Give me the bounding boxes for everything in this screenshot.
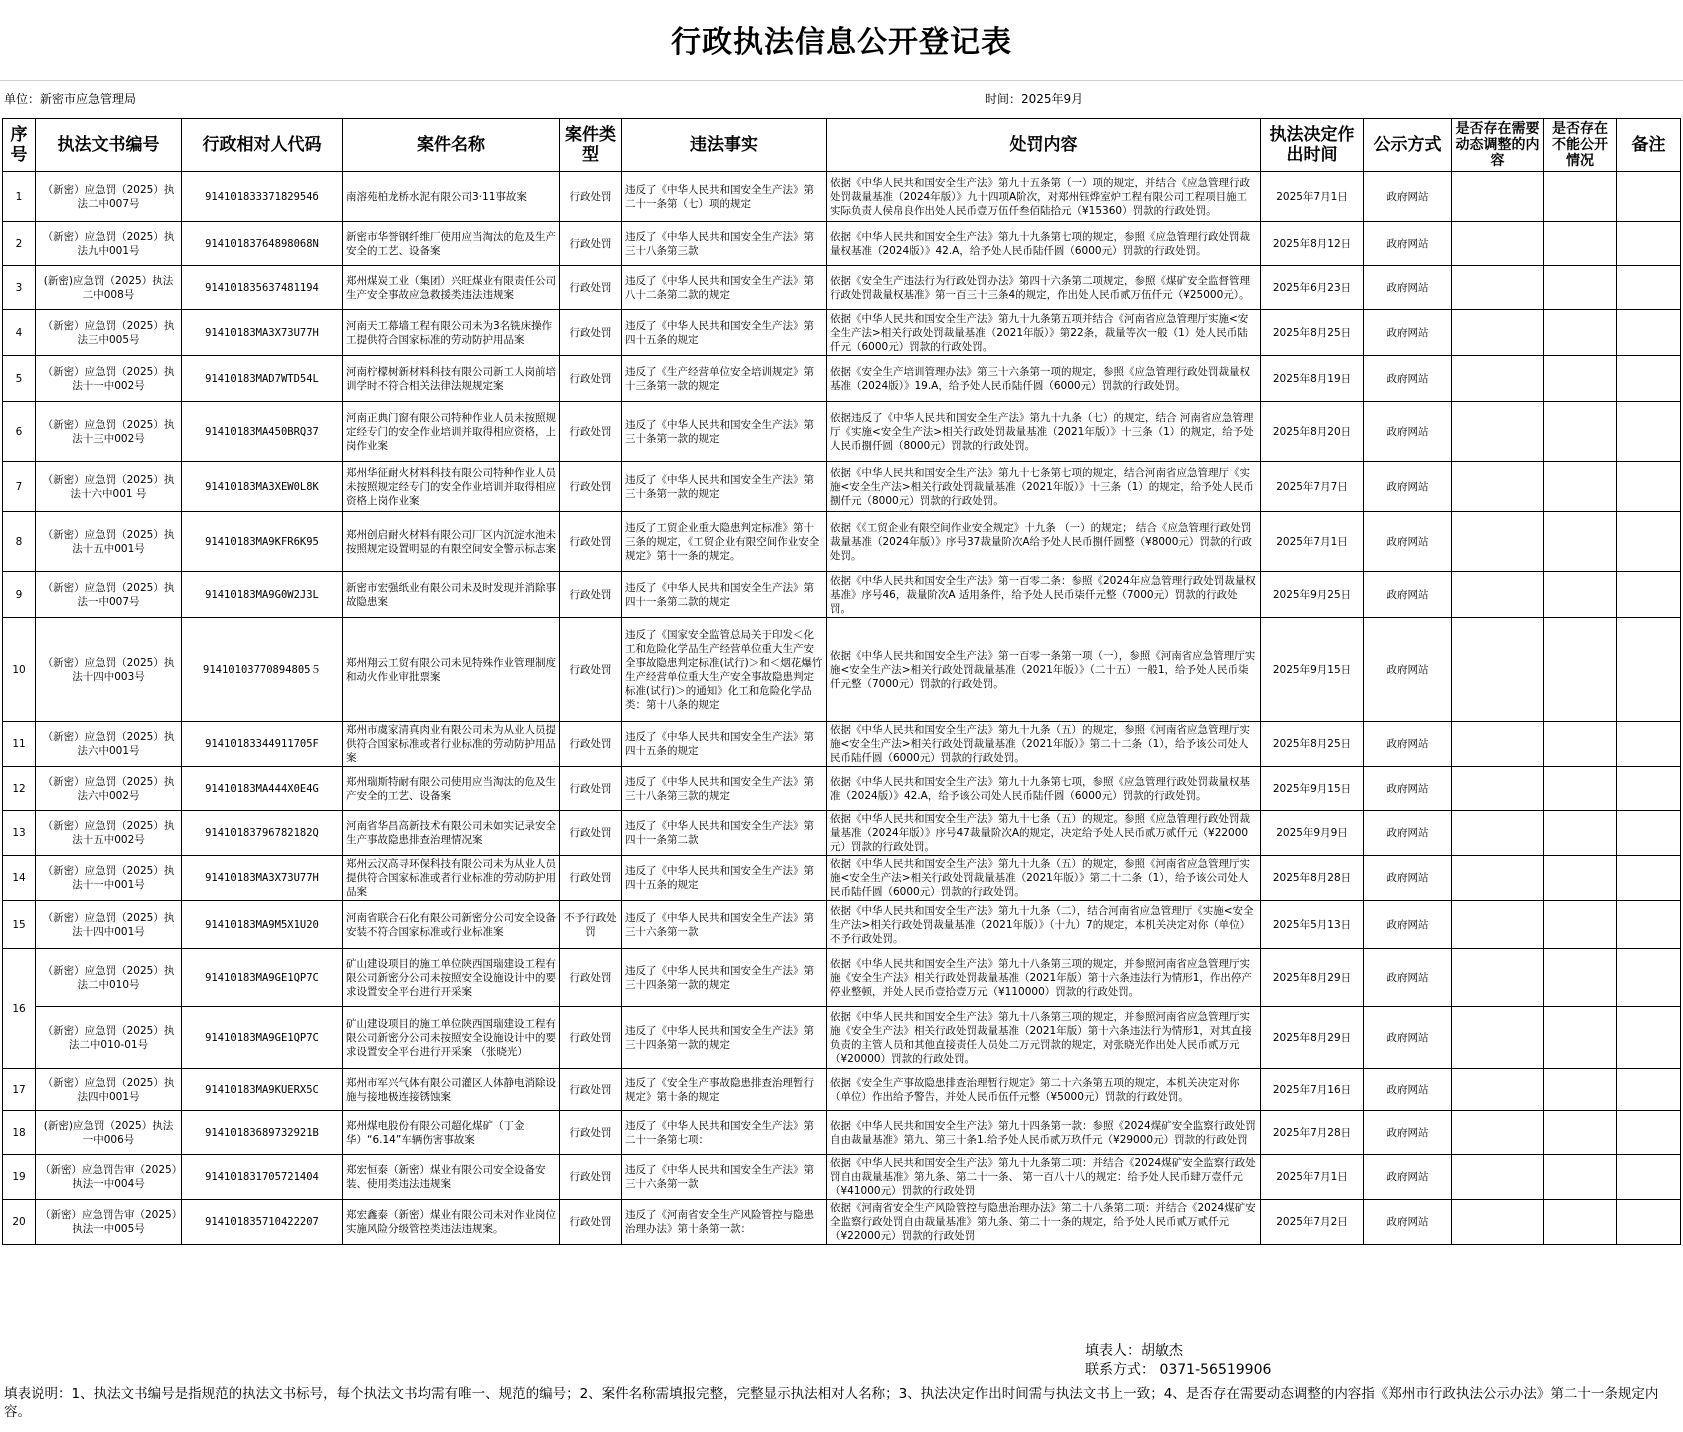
cell-dynamic-adjust [1452,901,1544,949]
cell-dynamic-adjust [1452,310,1544,356]
cell-cannot-publish [1544,949,1617,1007]
cell-cannot-publish [1544,1200,1617,1245]
cell-doc-no: （新密）应急罚（2025）执法十一中001号 [36,856,182,901]
header-case-name: 案件名称 [343,119,560,172]
cell-party-code: 91410183MA9G0W2J3L [182,572,343,618]
cell-dynamic-adjust [1452,512,1544,572]
cell-remark [1617,1069,1681,1111]
cell-seq: 2 [3,222,36,266]
cell-case-type: 行政处罚 [560,856,622,901]
cell-case-name: 河南省华昌高新技术有限公司未如实记录安全生产事故隐患排查治理情况案 [343,811,560,856]
cell-remark [1617,402,1681,462]
cell-doc-no: （新密）应急罚（2025）执法四中001号 [36,1069,182,1111]
cell-penalty: 依据《河南省安全生产风险管控与隐患治理办法》第二十八条第二项：并结合《2024煤矿安全监察行政处罚自由裁量基准》第九条、第二十一条的规定，给予处人民币贰万贰仟元（¥22000元）罚款的行政处罚 [827,1200,1261,1245]
cell-party-code: 91410183764898068N [182,222,343,266]
cell-party-code: 914101835710422207 [182,1200,343,1245]
cell-case-type: 行政处罚 [560,1200,622,1245]
title-divider [0,80,1683,81]
cell-case-type: 行政处罚 [560,402,622,462]
header-dynamic-adjust: 是否存在需要动态调整的内容 [1452,119,1544,172]
cell-case-type: 行政处罚 [560,356,622,402]
table-row [3,402,1681,462]
cell-case-name: 河南天工幕墙工程有限公司未为3名铣床操作工提供符合国家标准的劳动防护用品案 [343,310,560,356]
cell-cannot-publish [1544,310,1617,356]
cell-party-code: 91410183MA3XEW0L8K [182,462,343,512]
cell-decision-date: 2025年8月20日 [1261,402,1364,462]
cell-doc-no: （新密）应急罚告审（2025）执法一中004号 [36,1155,182,1200]
cell-doc-no: （新密）应急罚（2025）执法一中007号 [36,572,182,618]
cell-penalty: 依据《安全生产事故隐患排查治理暂行规定》第二十六条第五项的规定，本机关决定对你（单位）作出给予警告，并处人民币伍仟元整（¥5000元）罚款的行政处罚。 [827,1069,1261,1111]
cell-dynamic-adjust [1452,767,1544,811]
cell-cannot-publish [1544,356,1617,402]
table-row [3,1007,1681,1069]
cell-seq: 12 [3,767,36,811]
cell-dynamic-adjust [1452,1007,1544,1069]
cell-case-name: 郑州华征耐火材料科技有限公司特种作业人员未按照规定经专门的安全作业培训并取得相应资格上岗作业案 [343,462,560,512]
cell-seq: 15 [3,901,36,949]
cell-seq: 8 [3,512,36,572]
cell-seq: 5 [3,356,36,402]
cell-remark [1617,462,1681,512]
cell-decision-date: 2025年7月1日 [1261,172,1364,222]
fill-instructions: 填表说明：1、执法文书编号是指规范的执法文书标号，每个执法文书均需有唯一、规范的编号；2、案件名称需填报完整，完整显示执法相对人名称；3、执法决定作出时间需与执法文书上一致；4、是否存在需要动态调整的内容指《郑州市行政执法公示办法》第二十一条规定内容。 [4,1386,1659,1420]
table-row [3,172,1681,222]
cell-penalty: 依据《中华人民共和国安全生产法》第九十七条第七项的规定，结合河南省应急管理厅《实施<安全生产法>相关行政处罚裁量基准（2021年版）》十三条（1）的规定，给予处人民币捌仟元（8000元）罚款的行政处罚。 [827,462,1261,512]
cell-remark [1617,512,1681,572]
cell-penalty: 依据《中华人民共和国安全生产法》第九十四条第一款：参照《2024煤矿安全监察行政处罚自由裁量基准》第九、第三十条1.给予处人民币贰万玖仟元（¥29000元）罚款的行政处罚 [827,1111,1261,1155]
table-row [3,1155,1681,1200]
cell-seq: 17 [3,1069,36,1111]
cell-seq: 11 [3,722,36,767]
cell-decision-date: 2025年8月29日 [1261,949,1364,1007]
cell-seq: 19 [3,1155,36,1200]
cell-decision-date: 2025年8月28日 [1261,856,1364,901]
cell-facts: 违反了《中华人民共和国安全生产法》第三十四条第一款的规定 [622,949,827,1007]
page-title: 行政执法信息公开登记表 [671,25,1012,60]
cell-remark [1617,310,1681,356]
cell-cannot-publish [1544,1069,1617,1111]
table-row [3,722,1681,767]
cell-case-name: 郑州市虞家清真肉业有限公司未为从业人员提供符合国家标准或者行业标准的劳动防护用品案 [343,722,560,767]
cell-case-type: 行政处罚 [560,722,622,767]
cell-case-type: 行政处罚 [560,949,622,1007]
cell-decision-date: 2025年6月23日 [1261,266,1364,310]
cell-publish-method: 政府网站 [1364,572,1452,618]
cell-case-type: 行政处罚 [560,512,622,572]
cell-case-name: 郑州云汉高寻环保科技有限公司未为从业人员提供符合国家标准或者行业标准的劳动防护用品案 [343,856,560,901]
cell-remark [1617,1111,1681,1155]
cell-dynamic-adjust [1452,722,1544,767]
cell-decision-date: 2025年8月19日 [1261,356,1364,402]
cell-cannot-publish [1544,402,1617,462]
cell-case-type: 行政处罚 [560,1007,622,1069]
cell-case-name: 矿山建设项目的施工单位陕西国瑞建设工程有限公司新密分公司未按照安全设施设计中的要求设置安全平台进行开采案 [343,949,560,1007]
cell-facts: 违反了《安全生产事故隐患排查治理暂行规定》第十条的规定 [622,1069,827,1111]
cell-publish-method: 政府网站 [1364,310,1452,356]
cell-doc-no: （新密）应急罚（2025）执法六中001号 [36,722,182,767]
cell-facts: 违反了《中华人民共和国安全生产法》第三十八条第三款 [622,222,827,266]
cell-remark [1617,172,1681,222]
cell-remark [1617,222,1681,266]
cell-facts: 违反了《中华人民共和国安全生产法》第四十五条的规定 [622,310,827,356]
cell-case-type: 行政处罚 [560,811,622,856]
cell-case-name: 新密市华誉钢纤维厂使用应当淘汰的危及生产安全的工艺、设备案 [343,222,560,266]
cell-penalty: 依据违反了《中华人民共和国安全生产法》第九十九条（七）的规定，结合 河南省应急管理厅《实施<安全生产法>相关行政处罚裁量基准（2021年版）》十三条（1）的规定，给予处人民币捌仟圆（8000元）罚款的行政处罚。 [827,402,1261,462]
table-body [3,172,1681,1245]
cell-remark [1617,1200,1681,1245]
cell-cannot-publish [1544,1155,1617,1200]
cell-case-type: 行政处罚 [560,767,622,811]
cell-facts: 违反了《中华人民共和国安全生产法》第三十八条第三款的规定 [622,767,827,811]
table-row [3,222,1681,266]
cell-facts: 违反了《中华人民共和国安全生产法》第三十四条第一款的规定 [622,1007,827,1069]
cell-penalty: 依据《中华人民共和国安全生产法》第一百零一条第一项（一），参照《河南省应急管理厅实施<安全生产法>相关行政处罚裁量基准（2021年版）》（二十五）一般1，给予处人民币柒仟元整（7000元）罚款的行政处罚。 [827,618,1261,722]
cell-doc-no: （新密）应急罚（2025）执法二中010-01号 [36,1007,182,1069]
cell-doc-no: （新密）应急罚（2025）执法十三中002号 [36,402,182,462]
cell-case-type: 行政处罚 [560,1069,622,1111]
cell-case-name: 河南正典门窗有限公司特种作业人员未按照规定经专门的安全作业培训并取得相应资格，上岗作业案 [343,402,560,462]
cell-case-type: 行政处罚 [560,462,622,512]
cell-penalty: 依据《中华人民共和国安全生产法》第九十九条第五项并结合《河南省应急管理厅实施<安全生产法>相关行政处罚裁量基准（2021年版）》第22条，裁量等次一般（1）处人民币陆仟元（6000元）罚款的行政处罚。 [827,310,1261,356]
cell-decision-date: 2025年9月25日 [1261,572,1364,618]
header-decision-date: 执法决定作出时间 [1261,119,1364,172]
cell-seq: 4 [3,310,36,356]
cell-cannot-publish [1544,172,1617,222]
cell-publish-method: 政府网站 [1364,901,1452,949]
cell-cannot-publish [1544,1111,1617,1155]
table-row [3,811,1681,856]
cell-case-name: 郑州市军兴气体有限公司灌区人体静电消除设施与接地极连接锈蚀案 [343,1069,560,1111]
cell-decision-date: 2025年7月1日 [1261,512,1364,572]
cell-dynamic-adjust [1452,1069,1544,1111]
cell-remark [1617,811,1681,856]
cell-doc-no: （新密）应急罚（2025）执法十四中001号 [36,901,182,949]
cell-publish-method: 政府网站 [1364,856,1452,901]
cell-party-code: 91410183MAD7WTD54L [182,356,343,402]
cell-seq: 13 [3,811,36,856]
table-row [3,356,1681,402]
cell-case-type: 行政处罚 [560,572,622,618]
cell-doc-no: （新密）应急罚（2025）执法十五中001号 [36,512,182,572]
cell-remark [1617,1155,1681,1200]
cell-dynamic-adjust [1452,402,1544,462]
cell-facts: 违反了《中华人民共和国安全生产法》第四十五条的规定 [622,856,827,901]
cell-remark [1617,949,1681,1007]
cell-cannot-publish [1544,1007,1617,1069]
cell-dynamic-adjust [1452,1155,1544,1200]
cell-case-name: 郑州翔云工贸有限公司未见特殊作业管理制度和动火作业审批票案 [343,618,560,722]
cell-publish-method: 政府网站 [1364,618,1452,722]
cell-publish-method: 政府网站 [1364,462,1452,512]
cell-penalty: 依据《中华人民共和国安全生产法》第九十九条第七项，参照《应急管理行政处罚裁量权基准（2024版）》42.A，给予该公司处人民币陆仟圆（6000元）罚款的行政处罚。 [827,767,1261,811]
cell-dynamic-adjust [1452,172,1544,222]
cell-cannot-publish [1544,512,1617,572]
cell-remark [1617,767,1681,811]
cell-penalty: 依据《中华人民共和国安全生产法》第九十七条（五）的规定。参照《应急管理行政处罚裁量基准（2024年版）》序号47裁量阶次A的规定，决定给予处人民币贰万贰仟元（¥22000元）罚款的行政处罚。 [827,811,1261,856]
cell-party-code: 91410183MA9KUERX5C [182,1069,343,1111]
header-row [3,119,1681,172]
cell-case-type: 行政处罚 [560,266,622,310]
cell-facts: 违反了《中华人民共和国安全生产法》第二十一条第（七）项的规定 [622,172,827,222]
cell-penalty: 依据《安全生产违法行为行政处罚办法》第四十六条第二项规定，参照《煤矿安全监督管理行政处罚裁量权基准》第一百三十三条4的规定，作出处人民币贰万伍仟元（¥25000元）。 [827,266,1261,310]
cell-cannot-publish [1544,222,1617,266]
cell-decision-date: 2025年8月12日 [1261,222,1364,266]
header-party-code: 行政相对人代码 [182,119,343,172]
cell-decision-date: 2025年9月9日 [1261,811,1364,856]
cell-party-code: 91410183MA9GE1QP7C [182,1007,343,1069]
cell-dynamic-adjust [1452,1111,1544,1155]
filler-name: 填表人：胡敏杰 [1085,1343,1183,1359]
cell-publish-method: 政府网站 [1364,1200,1452,1245]
cell-dynamic-adjust [1452,266,1544,310]
table-row [3,618,1681,722]
table-row [3,512,1681,572]
cell-party-code: 91410183689732921B [182,1111,343,1155]
cell-publish-method: 政府网站 [1364,356,1452,402]
cell-facts: 违反了《中华人民共和国安全生产法》第三十条第一款的规定 [622,462,827,512]
cell-party-code: 91410183796782182Q [182,811,343,856]
cell-doc-no: （新密）应急罚（2025）执法九中001号 [36,222,182,266]
cell-decision-date: 2025年7月2日 [1261,1200,1364,1245]
cell-doc-no: （新密）应急罚（2025）执法三中005号 [36,310,182,356]
cell-remark [1617,1007,1681,1069]
cell-doc-no: （新密）应急罚（2025）执法二中007号 [36,172,182,222]
cell-facts: 违反了《中华人民共和国安全生产法》第四十一条第二款的规定 [622,572,827,618]
header-publish-method: 公示方式 [1364,119,1452,172]
cell-dynamic-adjust [1452,618,1544,722]
cell-dynamic-adjust [1452,1200,1544,1245]
filler-contact: 联系方式： 0371-56519906 [1085,1362,1272,1378]
cell-cannot-publish [1544,811,1617,856]
table-row [3,310,1681,356]
cell-party-code: 91410183344911705F [182,722,343,767]
cell-dynamic-adjust [1452,811,1544,856]
cell-publish-method: 政府网站 [1364,402,1452,462]
cell-case-name: 郑宏恒泰（新密）煤业有限公司安全设备安装、使用类违法违规案 [343,1155,560,1200]
cell-facts: 违反了《生产经营单位安全培训规定》第十三条第一款的规定 [622,356,827,402]
cell-doc-no: （新密）应急罚告审（2025）执法一中005号 [36,1200,182,1245]
cell-dynamic-adjust [1452,856,1544,901]
cell-party-code: 91410183MA9KFR6K95 [182,512,343,572]
cell-party-code: 91410183MA9M5X1U20 [182,901,343,949]
cell-facts: 违反了工贸企业重大隐患判定标准》第十三条的规定，《工贸企业有限空间作业安全规定》第十一条的规定。 [622,512,827,572]
cell-doc-no: （新密）应急罚（2025）执法十四中003号 [36,618,182,722]
cell-decision-date: 2025年7月7日 [1261,462,1364,512]
cell-cannot-publish [1544,722,1617,767]
table-row [3,572,1681,618]
registration-table [2,118,1681,1245]
table-row [3,1111,1681,1155]
cell-doc-no: （新密）应急罚（2025）执法二中010号 [36,949,182,1007]
cell-decision-date: 2025年8月25日 [1261,722,1364,767]
cell-case-name: 郑宏鑫泰（新密）煤业有限公司未对作业岗位实施风险分级管控类违法违规案。 [343,1200,560,1245]
cell-publish-method: 政府网站 [1364,767,1452,811]
cell-decision-date: 2025年7月1日 [1261,1155,1364,1200]
cell-case-name: 河南省联合石化有限公司新密分公司安全设备安装不符合国家标准或行业标准案 [343,901,560,949]
cell-remark [1617,722,1681,767]
table-row [3,901,1681,949]
cell-doc-no: （新密）应急罚（2025）执法六中002号 [36,767,182,811]
cell-facts: 违反了《国家安全监管总局关于印发＜化工和危险化学品生产经营单位重大生产安全事故隐患判定标准(试行)＞和＜烟花爆竹生产经营单位重大生产安全事故隐患判定标准(试行)＞的通知》化工和危险化学品类：第十八条的规定 [622,618,827,722]
table-row [3,266,1681,310]
cell-case-type: 行政处罚 [560,618,622,722]
cell-remark [1617,856,1681,901]
cell-facts: 违反了《中华人民共和国安全生产法》第三十六条第一款 [622,1155,827,1200]
header-penalty: 处罚内容 [827,119,1261,172]
cell-publish-method: 政府网站 [1364,172,1452,222]
cell-seq: 18 [3,1111,36,1155]
cell-publish-method: 政府网站 [1364,1007,1452,1069]
cell-dynamic-adjust [1452,356,1544,402]
cell-seq: 6 [3,402,36,462]
cell-penalty: 依据《中华人民共和国安全生产法》第九十九条（五）的规定，参照《河南省应急管理厅实施<安全生产法>相关行政处罚裁量基准（2021年版）》第二十二条（1），给予该公司处人民币陆仟圆（6000元）罚款的行政处罚。 [827,722,1261,767]
cell-doc-no: （新密）应急罚（2025）执法十五中002号 [36,811,182,856]
cell-decision-date: 2025年7月16日 [1261,1069,1364,1111]
cell-penalty: 依据《中华人民共和国安全生产法》第九十九条（五）的规定，参照《河南省应急管理厅实施<安全生产法>相关行政处罚裁量基准（2021年版）》第二十二条（1），给予该公司处人民币陆仟圆（6000元）罚款的行政处罚。 [827,856,1261,901]
cell-case-name: 矿山建设项目的施工单位陕西国瑞建设工程有限公司新密分公司未按照安全设施设计中的要求设置安全平台进行开采案 （张晓光） [343,1007,560,1069]
cell-case-type: 不予行政处罚 [560,901,622,949]
cell-case-name: 河南柠檬树新材料科技有限公司新工人岗前培训学时不符合相关法律法规规定案 [343,356,560,402]
cell-remark [1617,266,1681,310]
cell-cannot-publish [1544,572,1617,618]
cell-seq: 20 [3,1200,36,1245]
cell-facts: 违反了《河南省安全生产风险管控与隐患治理办法》第十条第一款： [622,1200,827,1245]
cell-penalty: 依据《中华人民共和国安全生产法》第九十九条第二项：并结合《2024煤矿安全监察行政处罚自由裁量基准》第九条、第二十一条、 第一百八十八的规定：给予处人民币肆万壹仟元（¥41000元）罚款的行政处罚 [827,1155,1261,1200]
cell-decision-date: 2025年7月28日 [1261,1111,1364,1155]
cell-remark [1617,901,1681,949]
cell-cannot-publish [1544,767,1617,811]
cell-facts: 违反了《中华人民共和国安全生产法》第二十一条第七项： [622,1111,827,1155]
cell-seq: 3 [3,266,36,310]
cell-penalty: 依据《中华人民共和国安全生产法》第九十五条第（一）项的规定，并结合《应急管理行政处罚裁量基准（2024年版）》九十四项A阶次，对郑州钰烨室炉工程有限公司工程项目施工实际负责人侯帛良作出处人民币壹万伍仟叁佰陆拾元（¥15360）罚款的行政处罚。 [827,172,1261,222]
table-row [3,856,1681,901]
cell-party-code: 91410183MA450BRQ37 [182,402,343,462]
cell-decision-date: 2025年9月15日 [1261,618,1364,722]
cell-case-name: 南溶苑柏龙桥水泥有限公司3·11事故案 [343,172,560,222]
header-facts: 违法事实 [622,119,827,172]
cell-case-name: 郑州瑞斯特耐有限公司使用应当淘汰的危及生产安全的工艺、设备案 [343,767,560,811]
cell-publish-method: 政府网站 [1364,949,1452,1007]
table-row [3,1069,1681,1111]
cell-publish-method: 政府网站 [1364,1111,1452,1155]
cell-remark [1617,618,1681,722]
cell-case-type: 行政处罚 [560,172,622,222]
table-row [3,767,1681,811]
cell-facts: 违反了《中华人民共和国安全生产法》第八十二条第二款的规定 [622,266,827,310]
cell-decision-date: 2025年8月25日 [1261,310,1364,356]
cell-penalty: 依据《安全生产培训管理办法》第三十六条第一项的规定，参照《应急管理行政处罚裁量权基准（2024版）》19.A，给予处人民币陆仟圆（6000元）罚款的行政处罚。 [827,356,1261,402]
header-doc-no: 执法文书编号 [36,119,182,172]
cell-decision-date: 2025年8月29日 [1261,1007,1364,1069]
cell-facts: 违反了《中华人民共和国安全生产法》第四十五条的规定 [622,722,827,767]
cell-remark [1617,572,1681,618]
cell-case-name: 郑州创启耐火材料有限公司厂区内沉淀水池未按照规定设置明显的有限空间安全警示标志案 [343,512,560,572]
cell-party-code: 91410183MA444X0E4G [182,767,343,811]
header-cannot-publish: 是否存在不能公开情况 [1544,119,1617,172]
cell-case-name: 郑州煤炭工业（集团）兴旺煤业有限责任公司生产安全事故应急救援类违法违规案 [343,266,560,310]
cell-party-code: 914101835637481194 [182,266,343,310]
cell-dynamic-adjust [1452,949,1544,1007]
cell-dynamic-adjust [1452,222,1544,266]
cell-dynamic-adjust [1452,462,1544,512]
cell-publish-method: 政府网站 [1364,266,1452,310]
cell-publish-method: 政府网站 [1364,1069,1452,1111]
cell-seq: 16 [3,949,36,1069]
cell-cannot-publish [1544,901,1617,949]
cell-case-type: 行政处罚 [560,310,622,356]
cell-party-code: 91410183MA9GE1QP7C [182,949,343,1007]
cell-penalty: 依据《中华人民共和国安全生产法》第九十九条第七项的规定，参照《应急管理行政处罚裁量权基准（2024版）》42.A，给予处人民币陆仟圆（6000元）罚款的行政处罚。 [827,222,1261,266]
cell-doc-no: (新密)应急罚（2025）执法二中008号 [36,266,182,310]
header-remark: 备注 [1617,119,1681,172]
cell-doc-no: (新密)应急罚（2025）执法一中006号 [36,1111,182,1155]
table-row [3,1200,1681,1245]
cell-decision-date: 2025年5月13日 [1261,901,1364,949]
cell-publish-method: 政府网站 [1364,722,1452,767]
unit-label: 单位：新密市应急管理局 [4,92,137,106]
cell-decision-date: 2025年9月15日 [1261,767,1364,811]
cell-case-type: 行政处罚 [560,1155,622,1200]
cell-seq: 14 [3,856,36,901]
cell-case-name: 新密市宏强纸业有限公司未及时发现并消除事故隐患案 [343,572,560,618]
table-row [3,949,1681,1007]
cell-facts: 违反了《中华人民共和国安全生产法》第三十条第一款的规定 [622,402,827,462]
cell-seq: 7 [3,462,36,512]
cell-case-name: 郑州煤电股份有限公司超化煤矿（丁金华）“6.14”车辆伤害事故案 [343,1111,560,1155]
cell-penalty: 依据《中华人民共和国安全生产法》第一百零二条：参照《2024年应急管理行政处罚裁量权基准》序号46，裁量阶次A 适用条件，给予处人民币柒仟元整（7000元）罚款的行政处罚。 [827,572,1261,618]
cell-penalty: 依据《《工贸企业有限空间作业安全规定》十九条 （一）的规定； 结合《应急管理行政处罚裁量基准（2024年版）》序号37裁量阶次A给予处人民币捌仟圆整（¥8000元）罚款的行政处罚。 [827,512,1261,572]
cell-publish-method: 政府网站 [1364,1155,1452,1200]
cell-dynamic-adjust [1452,572,1544,618]
cell-party-code: 914101831705721404 [182,1155,343,1200]
time-label: 时间：2025年9月 [985,92,1084,106]
cell-doc-no: （新密）应急罚（2025）执法十一中002号 [36,356,182,402]
cell-publish-method: 政府网站 [1364,811,1452,856]
cell-cannot-publish [1544,462,1617,512]
cell-publish-method: 政府网站 [1364,222,1452,266]
cell-seq: 9 [3,572,36,618]
cell-facts: 违反了《中华人民共和国安全生产法》第四十一条第二款 [622,811,827,856]
table-row [3,462,1681,512]
header-seq: 序号 [3,119,36,172]
cell-publish-method: 政府网站 [1364,512,1452,572]
cell-facts: 违反了《中华人民共和国安全生产法》第三十六条第一款 [622,901,827,949]
cell-seq: 1 [3,172,36,222]
cell-party-code: 91410183337182954б [182,172,343,222]
cell-penalty: 依据《中华人民共和国安全生产法》第九十八条第三项的规定，并参照河南省应急管理厅实施《安全生产法》相关行政处罚裁量基准（2021年版）第十六条违法行为情形1，对其直接负责的主管人员和其他直接责任人员处二万元罚款的规定，对张晓光作出处人民币贰万元（¥20000）罚款的行政处罚。 [827,1007,1261,1069]
cell-remark [1617,356,1681,402]
cell-penalty: 依据《中华人民共和国安全生产法》第九十八条第三项的规定，并参照河南省应急管理厅实施《安全生产法》相关行政处罚裁量基准（2021年版）第十六条违法行为情形1，作出停产停业整顿，并处人民币壹拾壹万元（¥110000）罚款的行政处罚。 [827,949,1261,1007]
cell-party-code: 91410183MA3X73U77H [182,310,343,356]
cell-doc-no: （新密）应急罚（2025）执法十六中001 号 [36,462,182,512]
cell-cannot-publish [1544,266,1617,310]
header-case-type: 案件类型 [560,119,622,172]
cell-cannot-publish [1544,618,1617,722]
cell-party-code: 91410103770894805５ [182,618,343,722]
cell-party-code: 91410183MA3X73U77H [182,856,343,901]
cell-case-type: 行政处罚 [560,1111,622,1155]
cell-seq: 10 [3,618,36,722]
cell-penalty: 依据《中华人民共和国安全生产法》第九十九条（二），结合河南省应急管理厅《实施<安全生产法>相关行政处罚裁量基准（2021年版）》（十九）7的规定，本机关决定对你（单位）不予行政处罚。 [827,901,1261,949]
cell-case-type: 行政处罚 [560,222,622,266]
cell-cannot-publish [1544,856,1617,901]
